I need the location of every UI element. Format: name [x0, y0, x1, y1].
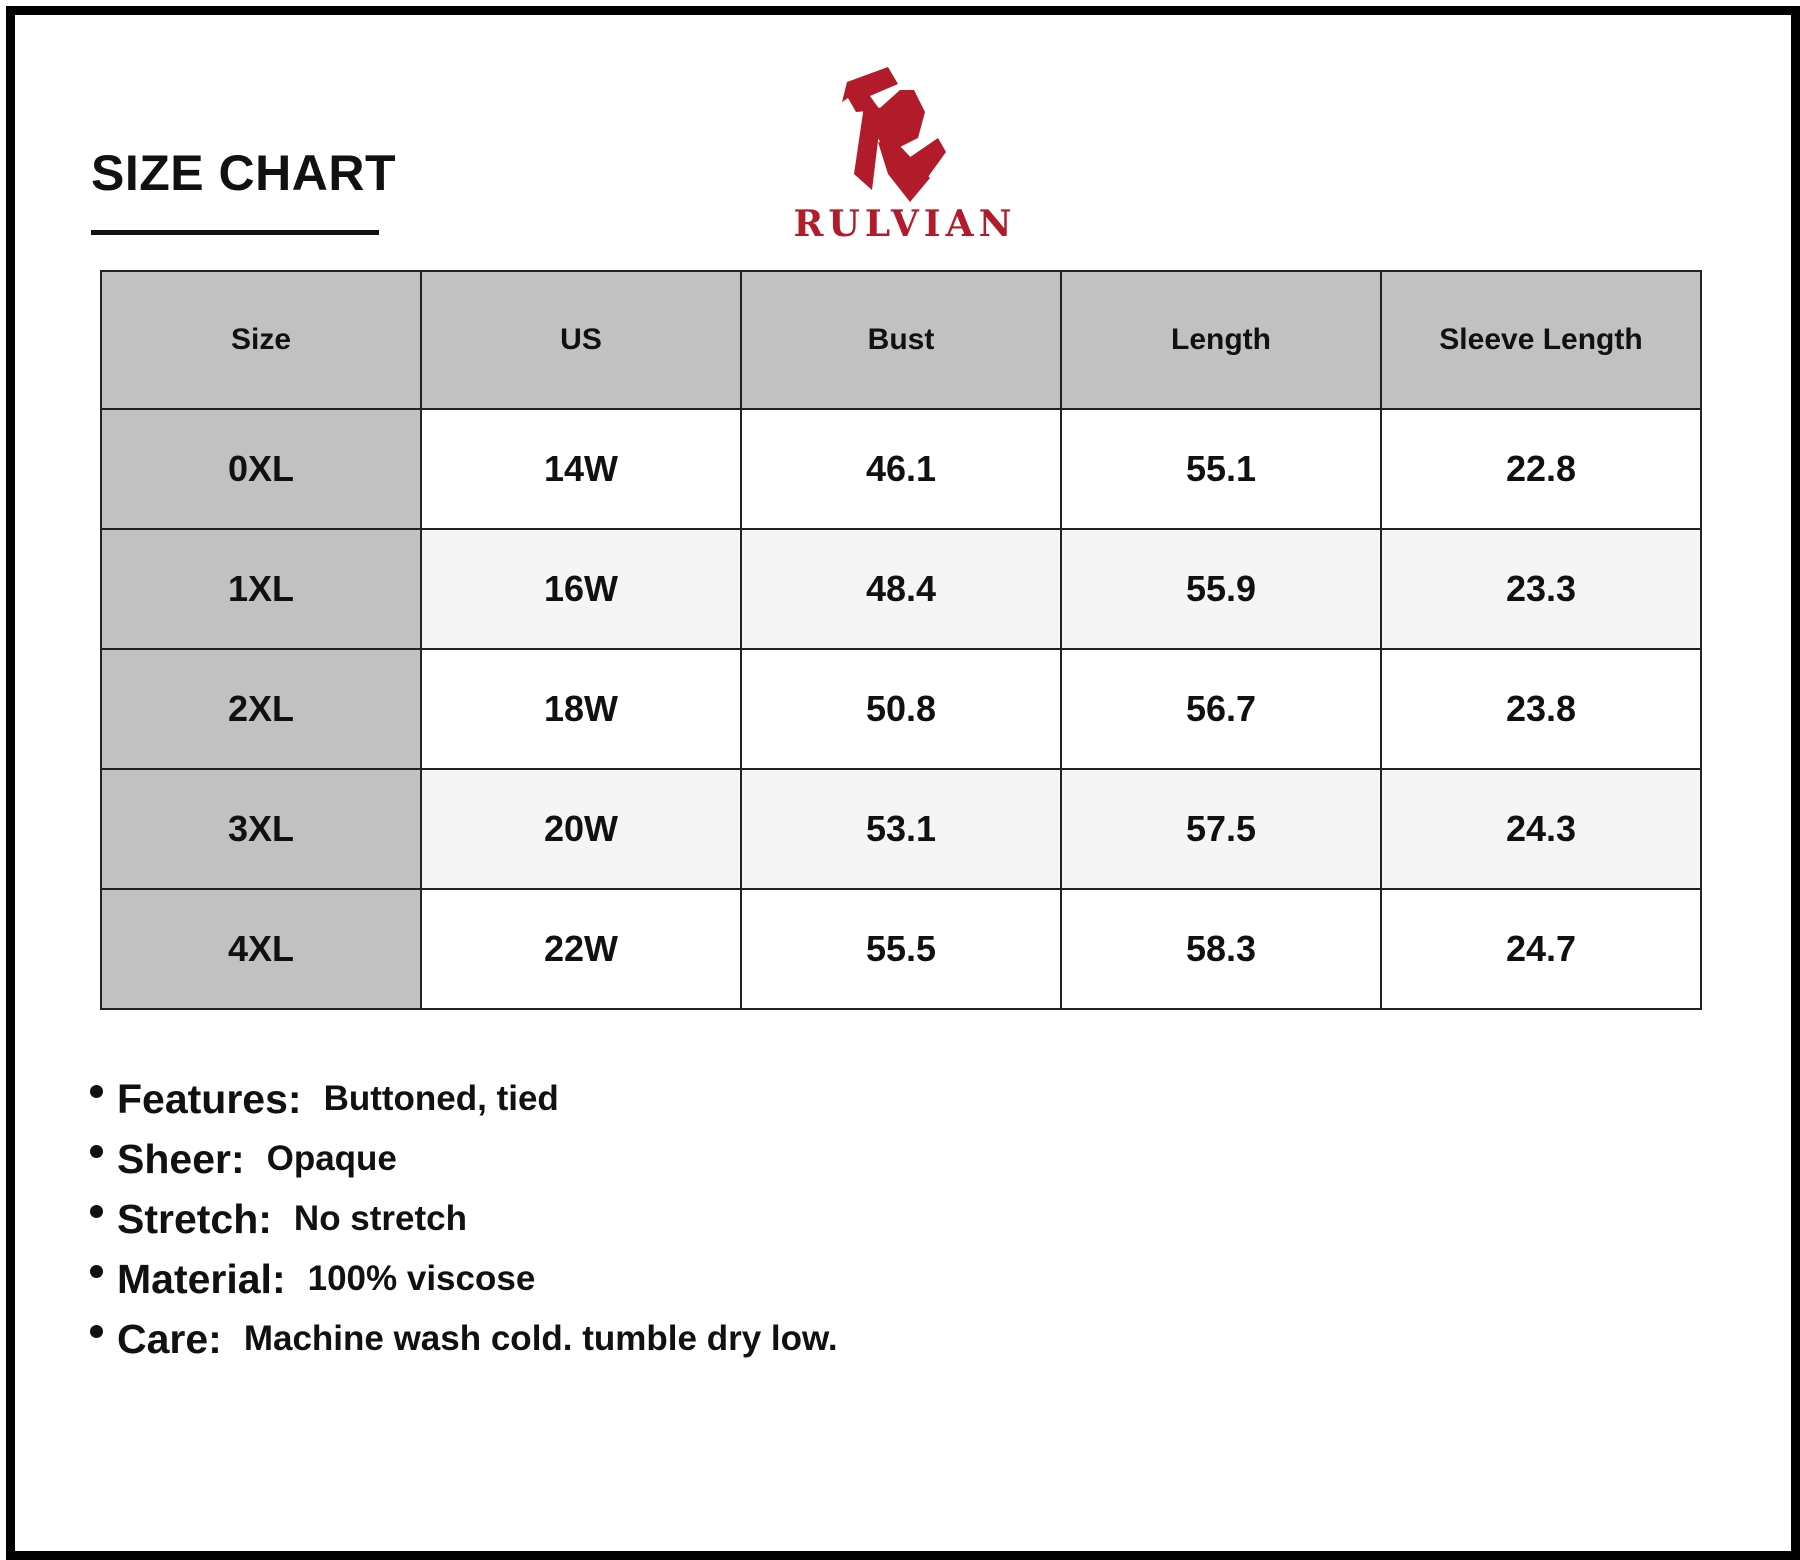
us-cell: 14W: [421, 409, 741, 529]
length-cell: 55.1: [1061, 409, 1381, 529]
column-header-sleeve-length: Sleeve Length: [1381, 271, 1701, 409]
sleeve-length-cell: 23.8: [1381, 649, 1701, 769]
bullet-icon: [90, 1205, 103, 1218]
us-cell: 16W: [421, 529, 741, 649]
feature-list: [90, 1060, 838, 1360]
us-cell: 22W: [421, 889, 741, 1009]
size-cell: 0XL: [101, 409, 421, 529]
bust-cell: 48.4: [741, 529, 1061, 649]
sleeve-length-cell: 24.3: [1381, 769, 1701, 889]
table-row: [101, 889, 1701, 1009]
bullet-icon: [90, 1085, 103, 1098]
feature-label: Stretch:: [117, 1196, 272, 1242]
feature-value: Machine wash cold. tumble dry low.: [243, 1319, 838, 1358]
logo-mark: [780, 62, 1030, 212]
feature-value: 100% viscose: [307, 1259, 536, 1298]
table-header-row: [101, 271, 1701, 409]
size-cell: 2XL: [101, 649, 421, 769]
feature-label: Features:: [117, 1076, 302, 1122]
bullet-icon: [90, 1265, 103, 1278]
table-row: [101, 409, 1701, 529]
size-cell: 4XL: [101, 889, 421, 1009]
bullet-icon: [90, 1145, 103, 1158]
list-item-features: [90, 1060, 838, 1120]
list-item-stretch: [90, 1180, 838, 1240]
table-row: [101, 529, 1701, 649]
sleeve-length-cell: 24.7: [1381, 889, 1701, 1009]
table-row: [101, 769, 1701, 889]
feature-label: Material:: [117, 1256, 286, 1302]
feature-label: Care:: [117, 1316, 222, 1362]
table-row: [101, 649, 1701, 769]
length-cell: 57.5: [1061, 769, 1381, 889]
column-header-bust: Bust: [741, 271, 1061, 409]
page-title: SIZE CHART: [91, 145, 396, 201]
feature-value: Opaque: [266, 1139, 397, 1178]
us-cell: 18W: [421, 649, 741, 769]
list-item-sheer: [90, 1120, 838, 1180]
sleeve-length-cell: 22.8: [1381, 409, 1701, 529]
list-item-care: [90, 1300, 838, 1360]
bust-cell: 50.8: [741, 649, 1061, 769]
column-header-size: Size: [101, 271, 421, 409]
bust-cell: 46.1: [741, 409, 1061, 529]
size-chart-table: [100, 270, 1702, 1010]
bust-cell: 53.1: [741, 769, 1061, 889]
size-cell: 1XL: [101, 529, 421, 649]
bullet-icon: [90, 1325, 103, 1338]
feature-value: No stretch: [293, 1199, 468, 1238]
title-underline: [91, 230, 379, 235]
length-cell: 55.9: [1061, 529, 1381, 649]
list-item-material: [90, 1240, 838, 1300]
us-cell: 20W: [421, 769, 741, 889]
feature-value: Buttoned, tied: [323, 1079, 559, 1118]
bust-cell: 55.5: [741, 889, 1061, 1009]
feature-label: Sheer:: [117, 1136, 245, 1182]
length-cell: 56.7: [1061, 649, 1381, 769]
sleeve-length-cell: 23.3: [1381, 529, 1701, 649]
column-header-us: US: [421, 271, 741, 409]
length-cell: 58.3: [1061, 889, 1381, 1009]
column-header-length: Length: [1061, 271, 1381, 409]
size-cell: 3XL: [101, 769, 421, 889]
brand-name: RULVIAN: [793, 203, 1017, 245]
title-block: [91, 145, 396, 201]
